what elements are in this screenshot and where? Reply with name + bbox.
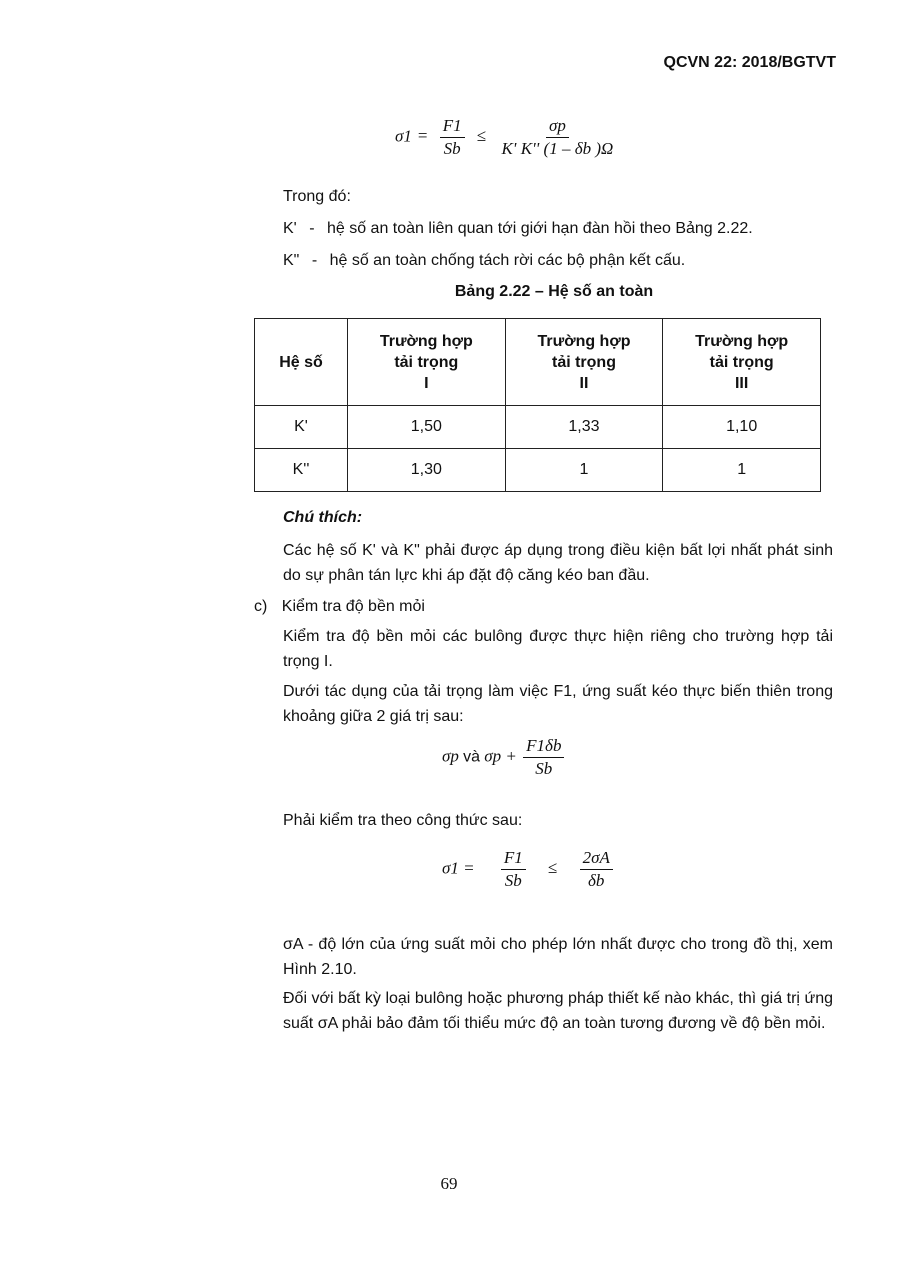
header-cell: [505, 319, 663, 406]
header-label: Hệ số: [279, 353, 323, 371]
formula-tension-stress: σ1 = $\frac{F1}{Sb}$ ≤ $\frac{\sigma p}{K' K'' (1 - \delta b )\Omega}$: [395, 116, 618, 159]
table-header-row: [255, 319, 821, 406]
paragraph-check-formula: Phải kiểm tra theo công thức sau:: [283, 812, 523, 829]
header-label: Trường hợp tải trọng: [537, 332, 631, 371]
header-case: I: [424, 374, 429, 392]
table-cell: 1: [505, 449, 663, 492]
header-cell: [255, 319, 348, 406]
formula-term: σp: [442, 746, 459, 766]
fraction-allowable: [498, 116, 616, 159]
definition-text: hệ số an toàn chống tách rời các bộ phận kết cấu.: [329, 252, 686, 269]
header-cell: [663, 319, 821, 406]
page-number: 69: [440, 1174, 458, 1193]
formula-conjunction: và: [463, 748, 481, 766]
definition-symbol: K': [283, 220, 297, 237]
section-title: Kiểm tra độ bền mỏi: [281, 598, 425, 615]
paragraph-stress-range: Dưới tác dụng của tải trọng làm việc F1, ứng suất kéo thực biến thiên trong khoảng giữa 2 giá trị sau:: [283, 683, 833, 725]
fraction-numerator: 2σA: [580, 848, 613, 870]
table-cell: 1: [663, 449, 821, 492]
table-cell: 1,33: [505, 406, 663, 449]
header-label: Trường hợp tải trọng: [379, 332, 473, 371]
formula-stress-values: [442, 736, 566, 779]
fraction-force-area: [501, 848, 526, 891]
safety-factor-table: [254, 318, 821, 492]
relation-sign: ≤: [476, 126, 487, 146]
fraction-stress-increment: [523, 736, 564, 779]
where-label: Trong đó:: [283, 188, 351, 205]
header-cell: [348, 319, 506, 406]
table-cell: 1,50: [348, 406, 506, 449]
fraction-force-area: [440, 116, 465, 159]
table-cell: K': [255, 406, 348, 449]
document-header: QCVN 22: 2018/BGTVT: [663, 54, 836, 71]
formula-fatigue-check: [442, 848, 615, 891]
section-c-heading: [254, 594, 425, 619]
table-cell: 1,10: [663, 406, 821, 449]
formula-lhs: σ1: [395, 126, 412, 146]
fraction-numerator: σp: [546, 116, 569, 138]
fraction-numerator: F1: [440, 116, 465, 138]
header-label: Trường hợp tải trọng: [695, 332, 789, 371]
relation-sign: ≤: [548, 858, 558, 878]
paragraph-sigma-a: σA - độ lớn của ứng suất mỏi cho phép lớn nhất được cho trong đồ thị, xem Hình 2.10.: [283, 936, 833, 978]
fraction-denominator: Sb: [535, 759, 553, 778]
header-case: II: [579, 374, 589, 392]
section-marker: c): [254, 598, 268, 615]
fraction-numerator: F1δb: [523, 736, 564, 758]
fraction-denominator: K' K'' (1 – δb )Ω: [501, 139, 614, 158]
paragraph-fatigue-check: Kiểm tra độ bền mỏi các bulông được thực hiện riêng cho trường hợp tải trọng I.: [283, 628, 833, 670]
fraction-numerator: F1: [501, 848, 526, 870]
table-row: [255, 449, 821, 492]
definition-text: hệ số an toàn liên quan tới giới hạn đàn hồi theo Bảng 2.22.: [326, 220, 753, 237]
fraction-fatigue-limit: [580, 848, 613, 891]
formula-lhs: σ1 =: [442, 858, 475, 878]
table-cell: 1,30: [348, 449, 506, 492]
header-case: III: [734, 374, 749, 392]
table-cell: K'': [255, 449, 348, 492]
fraction-denominator: Sb: [504, 871, 522, 890]
table-row: [255, 406, 821, 449]
definition-dash: -: [311, 252, 318, 269]
note-text: Các hệ số K' và K" phải được áp dụng trong điều kiện bất lợi nhất phát sinh do sự phân tán lực khi áp đặt độ căng kéo ban đầu.: [283, 542, 833, 584]
formula-term: σp +: [484, 746, 517, 766]
fraction-denominator: δb: [588, 871, 605, 890]
definition-k1: [283, 216, 843, 241]
note-title: Chú thích:: [283, 509, 363, 526]
fraction-denominator: Sb: [443, 139, 461, 158]
definition-k2: [283, 248, 843, 273]
definition-symbol: K": [283, 252, 300, 269]
table-caption: Bảng 2.22 – Hệ số an toàn: [454, 283, 654, 300]
definition-dash: -: [309, 220, 315, 237]
paragraph-other-bolts: Đối với bất kỳ loại bulông hoặc phương pháp thiết kế nào khác, thì giá trị ứng suất σA phải bảo đảm tối thiểu mức độ an toàn tương đương về độ bền mỏi.: [283, 990, 833, 1032]
